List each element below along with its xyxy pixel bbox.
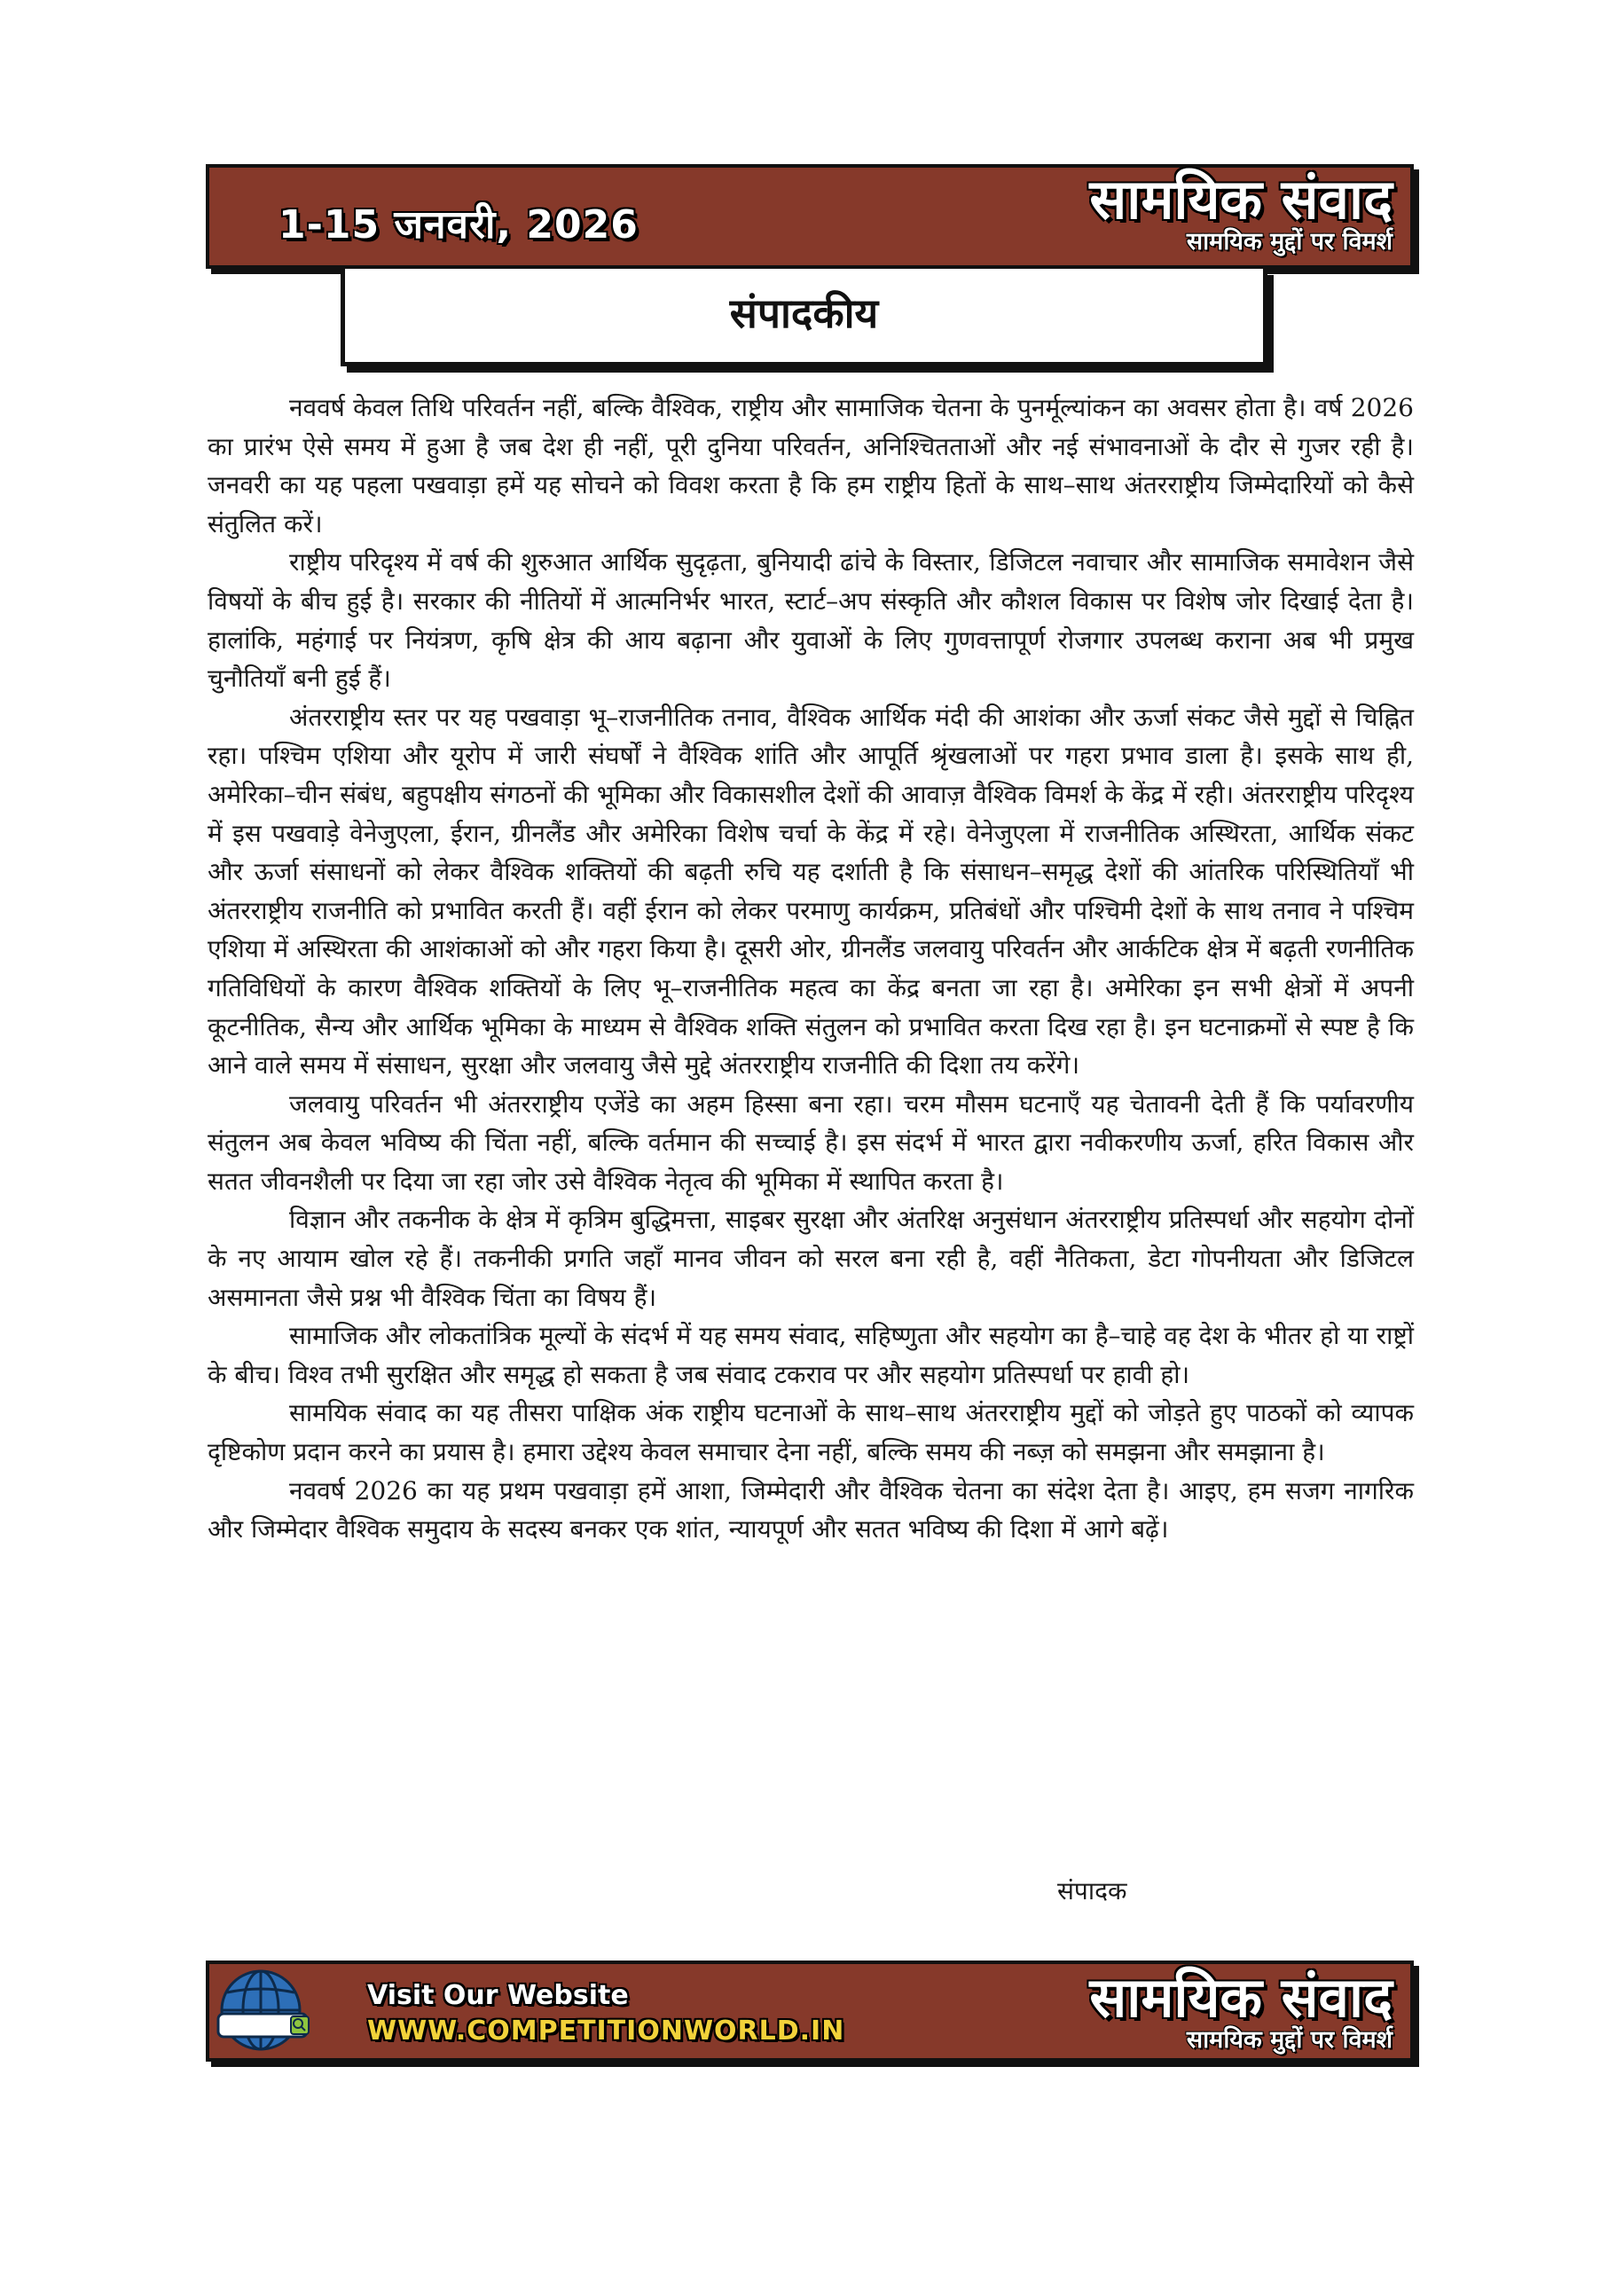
signature: संपादक — [1057, 1876, 1127, 1906]
paragraph: अंतरराष्ट्रीय स्तर पर यह पखवाड़ा भू–राजनीतिक तनाव, वैश्विक आर्थिक मंदी की आशंका और ऊर्जा संकट जैसे मुद्दों से चिह्नित रहा। पश्चिम एशिया और यूरोप में जारी संघर्षों ने वैश्विक शांति और आपूर्ति श्रृंखलाओं पर गहरा प्रभाव डाला है। इसके साथ ही, अमेरिका–चीन संबंध, बहुपक्षीय संगठनों की भूमिका और विकासशील देशों की आवाज़ वैश्विक विमर्श के केंद्र में रही। अंतरराष्ट्रीय परिदृश्य में इस पखवाड़े वेनेजुएला, ईरान, ग्रीनलैंड और अमेरिका विशेष चर्चा के केंद्र में रहे। वेनेजुएला में राजनीतिक अस्थिरता, आर्थिक संकट और ऊर्जा संसाधनों को लेकर वैश्विक शक्तियों की बढ़ती रुचि यह दर्शाती है कि संसाधन–समृद्ध देशों की आंतरिक परिस्थितियाँ भी अंतरराष्ट्रीय राजनीति को प्रभावित करती हैं। वहीं ईरान को लेकर परमाणु कार्यक्रम, प्रतिबंधों और पश्चिमी देशों के साथ तनाव ने पश्चिम एशिया में अस्थिरता की आशंकाओं को और गहरा किया है। दूसरी ओर, ग्रीनलैंड जलवायु परिवर्तन और आर्कटिक क्षेत्र में बढ़ती रणनीतिक गतिविधियों के कारण वैश्विक शक्तियों के लिए भू–राजनीतिक महत्व का केंद्र बनता जा रहा है। अमेरिका इन सभी क्षेत्रों में अपनी कूटनीतिक, सैन्य और आर्थिक भूमिका के माध्यम से वैश्विक शक्ति संतुलन को प्रभावित करता दिख रहा है। इन घटनाक्रमों से स्पष्ट है कि आने वाले समय में संसाधन, सुरक्षा और जलवायु जैसे मुद्दे अंतरराष्ट्रीय राजनीति की दिशा तय करेंगे। — [208, 702, 1414, 1080]
visit-label: Visit Our Website — [367, 1980, 629, 2011]
footer-brand-name: सामयिक संवाद — [1089, 1965, 1393, 2030]
brand-tagline: सामयिक मुद्दों पर विमर्श — [1186, 228, 1393, 255]
website-link[interactable]: WWW.COMPETITIONWORLD.IN — [367, 2016, 845, 2047]
paragraph: नववर्ष 2026 का यह प्रथम पखवाड़ा हमें आशा, जिम्मेदारी और वैश्विक चेतना का संदेश देता है। आइए, हम सजग नागरिक और जिम्मेदार वैश्विक समुदाय के सदस्य बनकर एक शांत, न्यायपूर्ण और सतत भविष्य की दिशा में आगे बढ़ें। — [208, 1475, 1414, 1544]
brand-logo — [1089, 167, 1393, 256]
paragraph: सामयिक संवाद का यह तीसरा पाक्षिक अंक राष्ट्रीय घटनाओं के साथ–साथ अंतरराष्ट्रीय मुद्दों को जोड़ते हुए पाठकों को व्यापक दृष्टिकोण प्रदान करने का प्रयास है। हमारा उद्देश्य केवल समाचार देना नहीं, बल्कि समय की नब्ज़ को समझना और समझाना है। — [208, 1398, 1414, 1467]
footer-brand-tagline: सामयिक मुद्दों पर विमर्श — [1186, 2026, 1393, 2054]
footer-banner — [206, 1961, 1414, 2062]
globe-search-icon — [216, 1968, 314, 2056]
editorial-body — [208, 389, 1414, 1549]
paragraph: विज्ञान और तकनीक के क्षेत्र में कृत्रिम बुद्धिमत्ता, साइबर सुरक्षा और अंतरिक्ष अनुसंधान अंतरराष्ट्रीय प्रतिस्पर्धा और सहयोग दोनों के नए आयाम खोल रहे हैं। तकनीकी प्रगति जहाँ मानव जीवन को सरल बना रही है, वहीं नैतिकता, डेटा गोपनीयता और डिजिटल असमानता जैसे प्रश्न भी वैश्विक चिंता का विषय हैं। — [208, 1205, 1414, 1312]
title-box — [341, 269, 1267, 366]
brand-name: सामयिक संवाद — [1089, 167, 1393, 232]
paragraph: जलवायु परिवर्तन भी अंतरराष्ट्रीय एजेंडे का अहम हिस्सा बना रहा। चरम मौसम घटनाएँ यह चेतावनी देती हैं कि पर्यावरणीय संतुलन अब केवल भविष्य की चिंता नहीं, बल्कि वर्तमान की सच्चाई है। इस संदर्भ में भारत द्वारा नवीकरणीय ऊर्जा, हरित विकास और सतत जीवनशैली पर दिया जा रहा जोर उसे वैश्विक नेतृत्व की भूमिका में स्थापित करता है। — [208, 1088, 1414, 1196]
footer-brand-logo — [1089, 1965, 1393, 2055]
paragraph: नववर्ष केवल तिथि परिवर्तन नहीं, बल्कि वैश्विक, राष्ट्रीय और सामाजिक चेतना के पुनर्मूल्यांकन का अवसर होता है। वर्ष 2026 का प्रारंभ ऐसे समय में हुआ है जब देश ही नहीं, पूरी दुनिया परिवर्तन, अनिश्चितताओं और नई संभावनाओं के दौर से गुजर रही है। जनवरी का यह पहला पखवाड़ा हमें यह सोचने को विवश करता है कि हम राष्ट्रीय हितों के साथ–साथ अंतरराष्ट्रीय जिम्मेदारियों को कैसे संतुलित करें। — [208, 393, 1414, 538]
issue-date: 1-15 जनवरी, 2026 — [279, 202, 639, 248]
paragraph: सामाजिक और लोकतांत्रिक मूल्यों के संदर्भ में यह समय संवाद, सहिष्णुता और सहयोग का है–चाहे वह देश के भीतर हो या राष्ट्रों के बीच। विश्व तभी सुरक्षित और समृद्ध हो सकता है जब संवाद टकराव पर और सहयोग प्रतिस्पर्धा पर हावी हो। — [208, 1321, 1414, 1389]
paragraph: राष्ट्रीय परिदृश्य में वर्ष की शुरुआत आर्थिक सुदृढ़ता, बुनियादी ढांचे के विस्तार, डिजिटल नवाचार और सामाजिक समावेशन जैसे विषयों के बीच हुई है। सरकार की नीतियों में आत्मनिर्भर भारत, स्टार्ट–अप संस्कृति और कौशल विकास पर विशेष जोर दिखाई देता है। हालांकि, महंगाई पर नियंत्रण, कृषि क्षेत्र की आय बढ़ाना और युवाओं के लिए गुणवत्तापूर्ण रोजगार उपलब्ध कराना अब भी प्रमुख चुनौतियाँ बनी हुई हैं। — [208, 547, 1414, 694]
page-title: संपादकीय — [729, 289, 879, 337]
header-banner — [206, 164, 1414, 269]
